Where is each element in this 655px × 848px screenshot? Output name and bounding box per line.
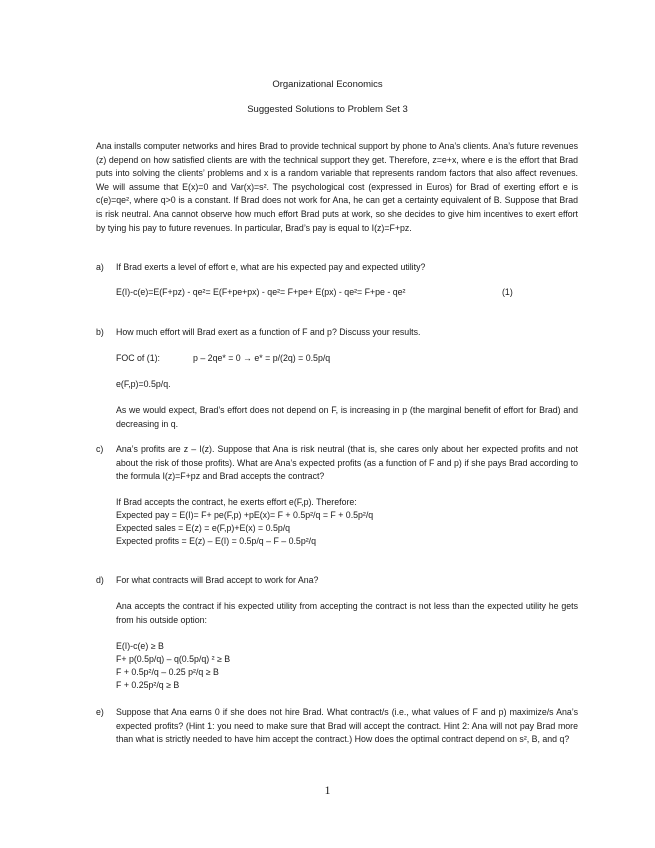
- question-b-label: b): [96, 327, 104, 337]
- foc-equation: p – 2qe* = 0 → e* = p/(2q) = 0.5p/q: [193, 353, 331, 363]
- question-a-equation: E(I)-c(e)=E(F+pz) - qe²= E(F+pe+px) - qe²= F+pe+ E(px) - qe²= F+pe - qe²: [116, 287, 406, 297]
- question-e-label: e): [96, 707, 104, 717]
- question-d-line: F+ p(0.5p/q) – q(0.5p/q) ² ≥ B: [116, 654, 231, 664]
- effort-result: e(F,p)=0.5p/q.: [116, 379, 171, 389]
- question-c-line: Expected profits = E(z) – E(I) = 0.5p/q – F – 0.5p²/q: [116, 536, 316, 546]
- question-c-line: If Brad accepts the contract, he exerts effort e(F,p). Therefore:: [116, 497, 357, 507]
- course-title: Organizational Economics: [272, 79, 383, 90]
- question-a-text: If Brad exerts a level of effort e, what are his expected pay and expected utility?: [116, 262, 426, 272]
- question-c-text: Ana’s profits are z – I(z). Suppose that Ana is risk neutral (that is, she cares only about her expected profits and not about the risk of those profits). What are Ana’s expected profits (as a function of F and p) if she pays Brad according to the formula I(z)=F+pz and Brad accepts the contract?: [116, 444, 578, 482]
- question-d-text: For what contracts will Brad accept to work for Ana?: [116, 575, 319, 585]
- question-e-text: Suppose that Ana earns 0 if she does not hire Brad. What contract/s (i.e., what values of F and p) maximize/s Ana’s expected profits? (Hint 1: you need to make sure that Brad will accept the contract. Hint 2: Ana will not pay Brad more than what is strictly needed to have him accept the contract.) How does the optimal contract depend on s², B, and q?: [116, 707, 578, 745]
- question-c-label: c): [96, 444, 104, 454]
- foc-label: FOC of (1):: [116, 353, 160, 363]
- question-d-label: d): [96, 575, 104, 585]
- question-c-line: Expected sales = E(z) = e(F,p)+E(x) = 0.5p/q: [116, 523, 291, 533]
- question-d-answer: Ana accepts the contract if his expected utility from accepting the contract is not less than the expected utility he gets from his outside option:: [116, 601, 578, 625]
- page-number: 1: [324, 783, 331, 797]
- question-d-line: F + 0.25p²/q ≥ B: [116, 680, 180, 690]
- question-d-line: F + 0.5p²/q – 0.25 p²/q ≥ B: [116, 667, 219, 677]
- intro-paragraph: Ana installs computer networks and hires Brad to provide technical support by phone to Ana’s clients. Ana’s future revenues (z) depend on how satisfied clients are with the technical support they get. Therefore, z=e+x, where e is the effort that Brad puts into solving the clients’ problems and x is a random variable that represents random factors that also affect revenues. We will assume that E(x)=0 and Var(x)=s². The psychological cost (expressed in Euros) for Brad of exerting effort e is c(e)=qe², where q>0 is a constant. If Brad does not work for Ana, he can get a certainty equivalent of B. Suppose that Brad is risk neutral. Ana cannot observe how much effort Brad puts at work, so she decides to give him incentives to exert effort by tying his pay to future revenues. In particular, Brad’s pay is equal to I(z)=F+pz.: [96, 141, 578, 233]
- question-b-text: How much effort will Brad exert as a function of F and p? Discuss your results.: [116, 327, 421, 337]
- question-a-label: a): [96, 262, 104, 272]
- equation-number: (1): [502, 287, 513, 297]
- question-c-line: Expected pay = E(I)= F+ pe(F,p) +pE(x)= F + 0.5p²/q = F + 0.5p²/q: [116, 510, 374, 520]
- document-subtitle: Suggested Solutions to Problem Set 3: [247, 104, 408, 115]
- question-b-discussion: As we would expect, Brad’s effort does not depend on F, is increasing in p (the marginal benefit of effort for Brad) and decreasing in q.: [116, 405, 578, 429]
- question-d-line: E(I)-c(e) ≥ B: [116, 641, 164, 651]
